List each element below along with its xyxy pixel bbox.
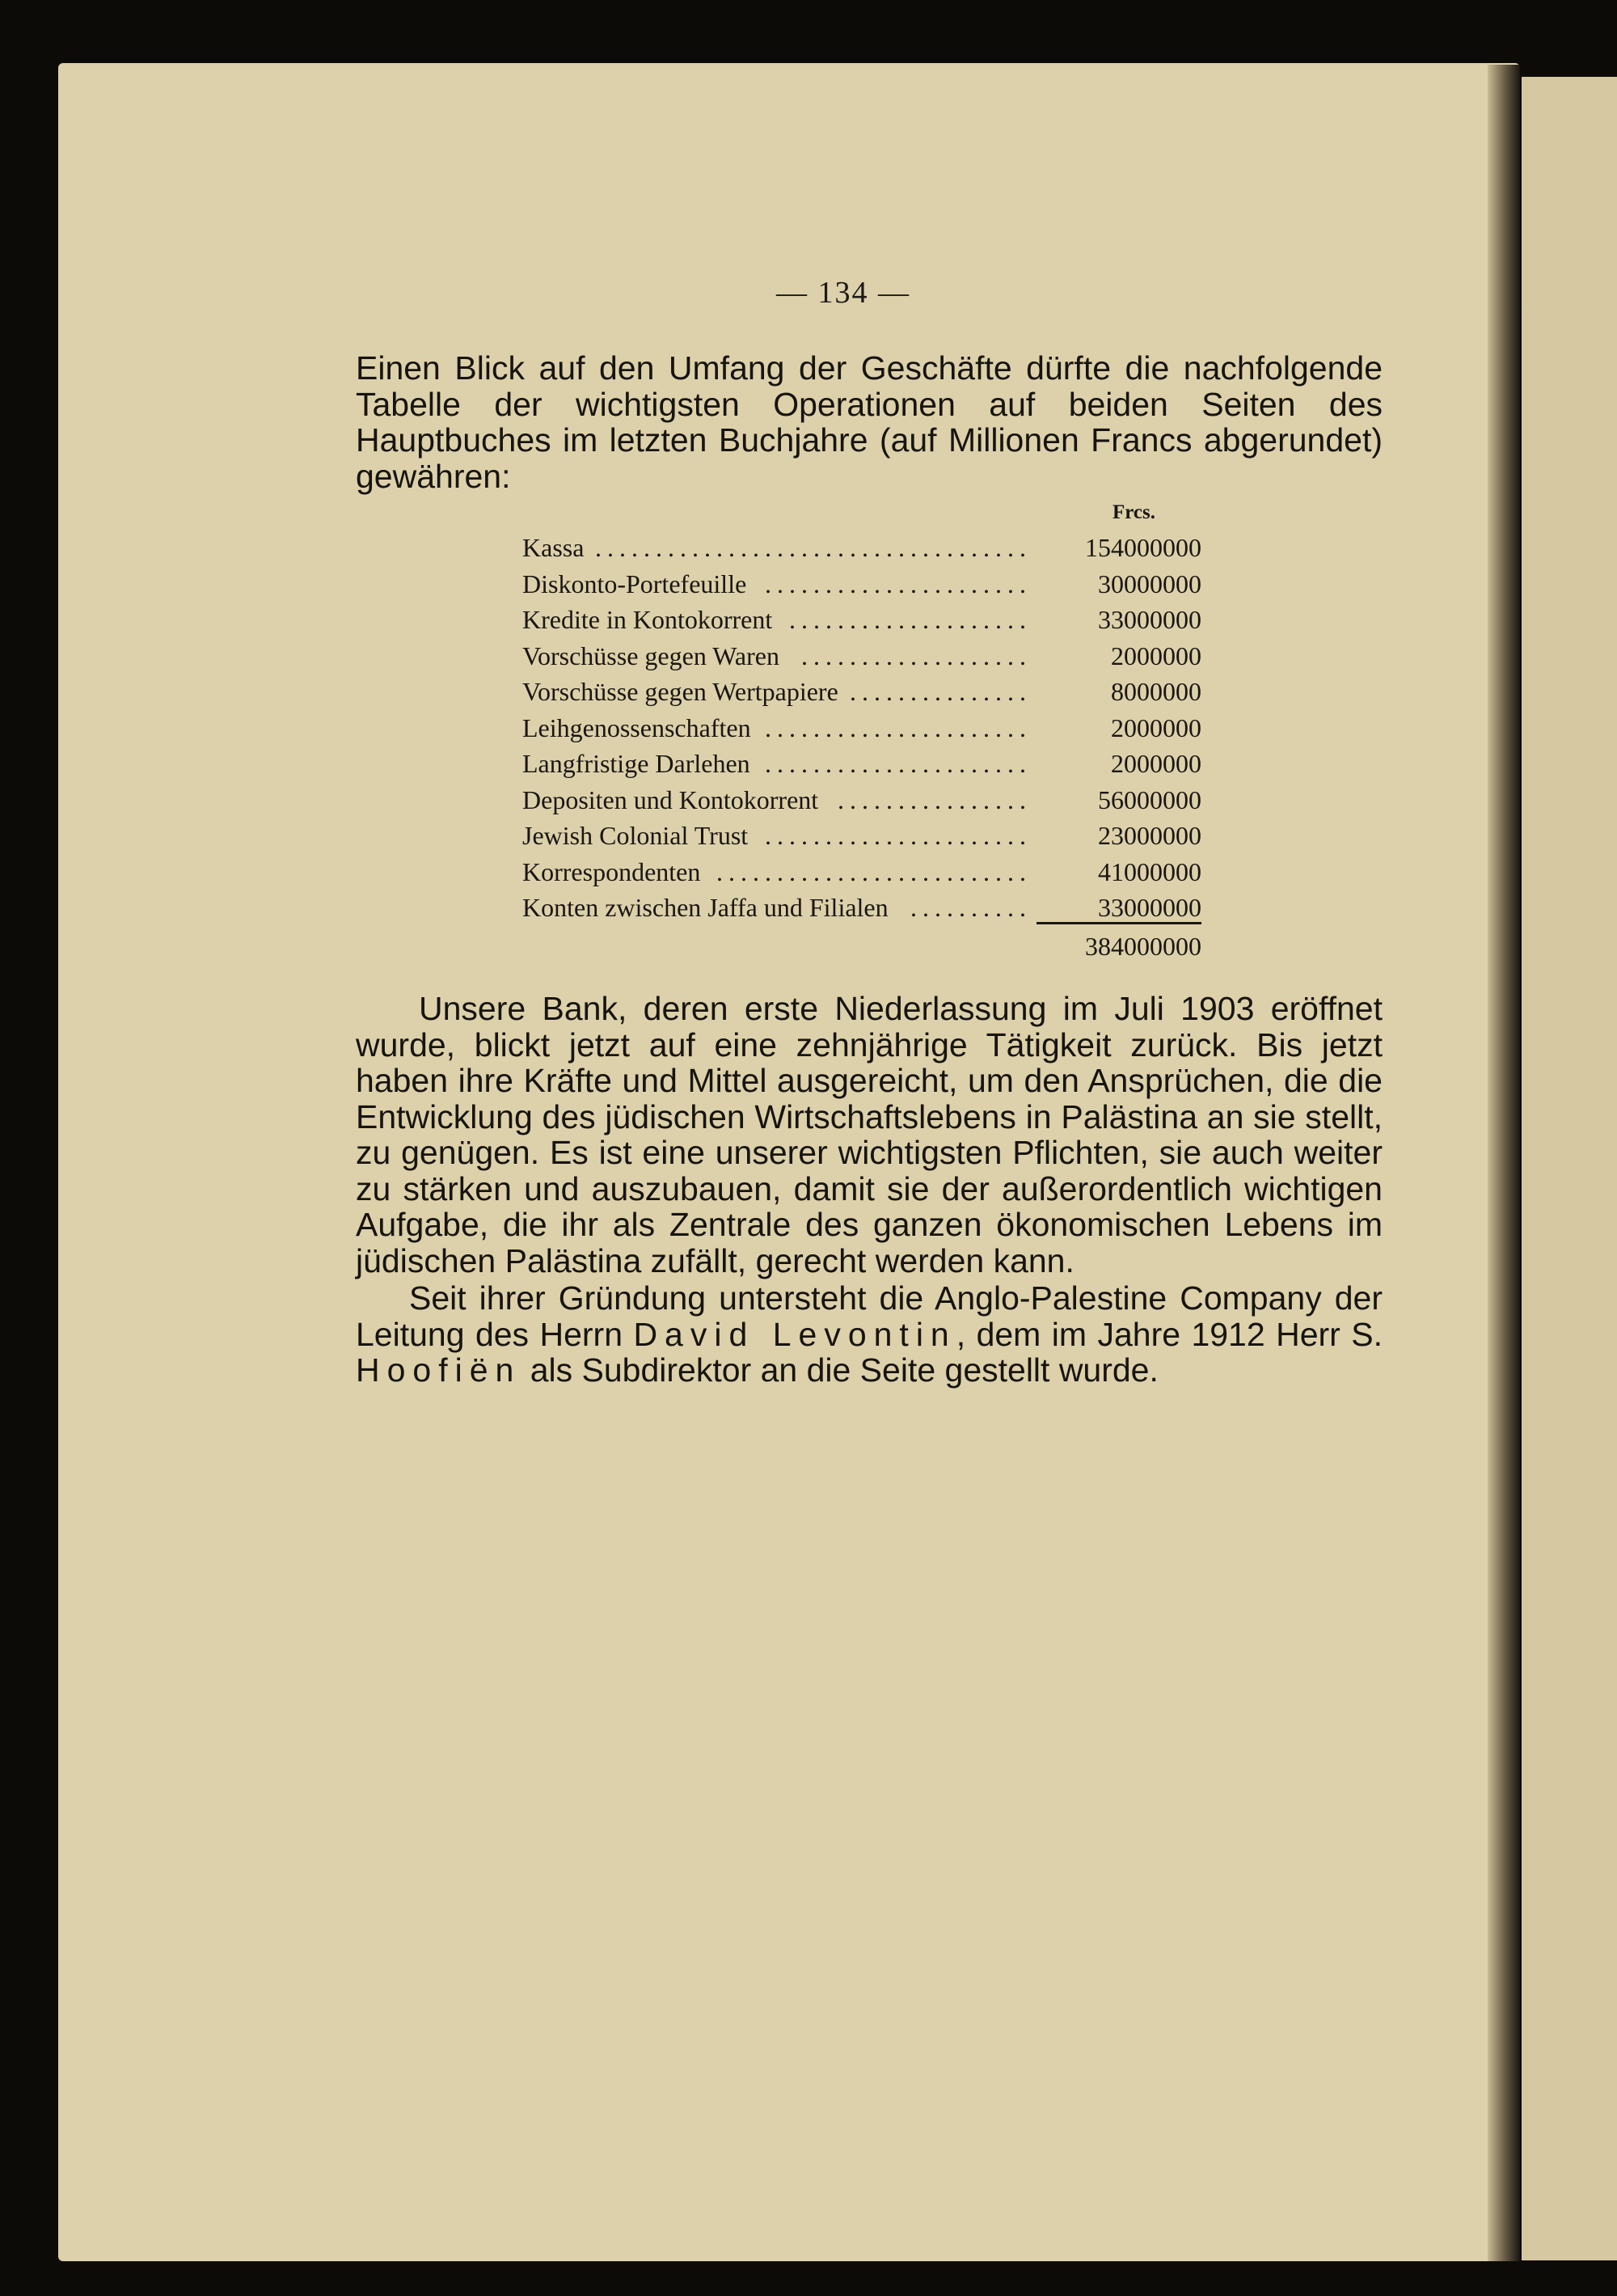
table-row [522, 746, 1201, 782]
leader-dots: .................................... [595, 533, 1032, 562]
leader-dots: ................ [838, 784, 1032, 814]
row-label: Depositen und Kontokorrent [522, 784, 819, 814]
row-label: Kassa [522, 533, 585, 562]
leader-dots: .......... [910, 893, 1032, 922]
leader-dots: ...................... [765, 712, 1032, 742]
total-rule [1036, 922, 1201, 924]
body-paragraph-2 [356, 1280, 1383, 1389]
row-value: 8000000 [1111, 677, 1201, 706]
row-value: 23000000 [1098, 821, 1201, 850]
table-row [522, 710, 1201, 746]
row-label: Jewish Colonial Trust [522, 821, 749, 850]
row-label: Langfristige Darlehen [522, 749, 750, 778]
row-value: 33000000 [1098, 605, 1201, 634]
row-value: 41000000 [1098, 856, 1201, 886]
page-number: — 134 — [776, 276, 910, 310]
row-label: Leihgenossenschaften [522, 712, 751, 742]
row-value: 2000000 [1111, 641, 1201, 670]
person-name-hoofien: Hoofiën [356, 1351, 521, 1389]
body2-part3: als Subdirektor an die Seite gestellt wurde. [521, 1351, 1159, 1389]
leader-dots: ................... [801, 641, 1032, 670]
currency-label: Frcs. [1112, 501, 1155, 523]
book-gutter [1488, 65, 1520, 2261]
row-value: 2000000 [1111, 749, 1201, 778]
facing-page-edge [1522, 77, 1617, 2260]
table-row [522, 782, 1201, 818]
row-value: 30000000 [1098, 569, 1201, 598]
row-label: Vorschüsse gegen Wertpapiere [522, 677, 838, 706]
row-label: Konten zwischen Jaffa und Filialen [522, 893, 889, 922]
row-value: 56000000 [1098, 784, 1201, 814]
person-name-levontin: David Levontin [633, 1315, 956, 1353]
leader-dots: ............... [850, 677, 1032, 706]
row-label: Diskonto-Portefeuille [522, 569, 747, 598]
row-value: 2000000 [1111, 712, 1201, 742]
table-row [522, 854, 1201, 890]
table-row [522, 638, 1201, 674]
row-label: Kredite in Kontokorrent [522, 605, 773, 634]
row-value: 154000000 [1085, 533, 1201, 562]
table-row [522, 602, 1201, 638]
table-row [522, 674, 1201, 710]
row-value: 33000000 [1098, 893, 1201, 922]
table-row [522, 530, 1201, 566]
leader-dots: .................... [789, 605, 1032, 634]
intro-paragraph: Einen Blick auf den Umfang der Geschäfte dürfte die nachfolgende Tabelle der wichtigsten Operationen auf beiden Seiten des Hauptbuches im letzten Buchjahre (auf Millionen Francs abgerundet) gewähren: [356, 349, 1383, 495]
table-row [522, 890, 1201, 926]
body2-part1: Seit ihrer Gründung untersteht die Anglo-Palestine Company der Leitung des Herrn [356, 1279, 1383, 1353]
table-row [522, 566, 1201, 603]
leader-dots: .......................... [716, 856, 1032, 886]
total-value: 384000000 [1085, 932, 1201, 961]
table-row [522, 818, 1201, 854]
leader-dots: ...................... [765, 569, 1032, 598]
row-label: Korrespondenten [522, 856, 701, 886]
body-paragraph-1: Unsere Bank, deren erste Niederlassung im Juli 1903 eröffnet wurde, blickt jetzt auf eine zehnjährige Tätigkeit zurück. Bis jetzt haben ihre Kräfte und Mittel ausgereicht, um den Ansprüchen, die die Entwicklung des jüdischen Wirtschaftslebens in Palästina an sie stellt, zu genügen. Es ist eine unserer wichtigsten Pflichten, sie auch weiter zu stärken und auszubauen, damit sie der außerordentlich wichtigen Aufgabe, die ihr als Zentrale des ganzen ökonomischen Lebens im jüdischen Palästina zufällt, gerecht werden kann. [356, 990, 1383, 1279]
row-label: Vorschüsse gegen Waren [522, 641, 779, 670]
table-rows [522, 530, 1201, 926]
body2-part2: , dem im Jahre 1912 Herr S. [956, 1315, 1383, 1353]
leader-dots: ...................... [765, 749, 1032, 778]
leader-dots: ...................... [765, 821, 1032, 850]
